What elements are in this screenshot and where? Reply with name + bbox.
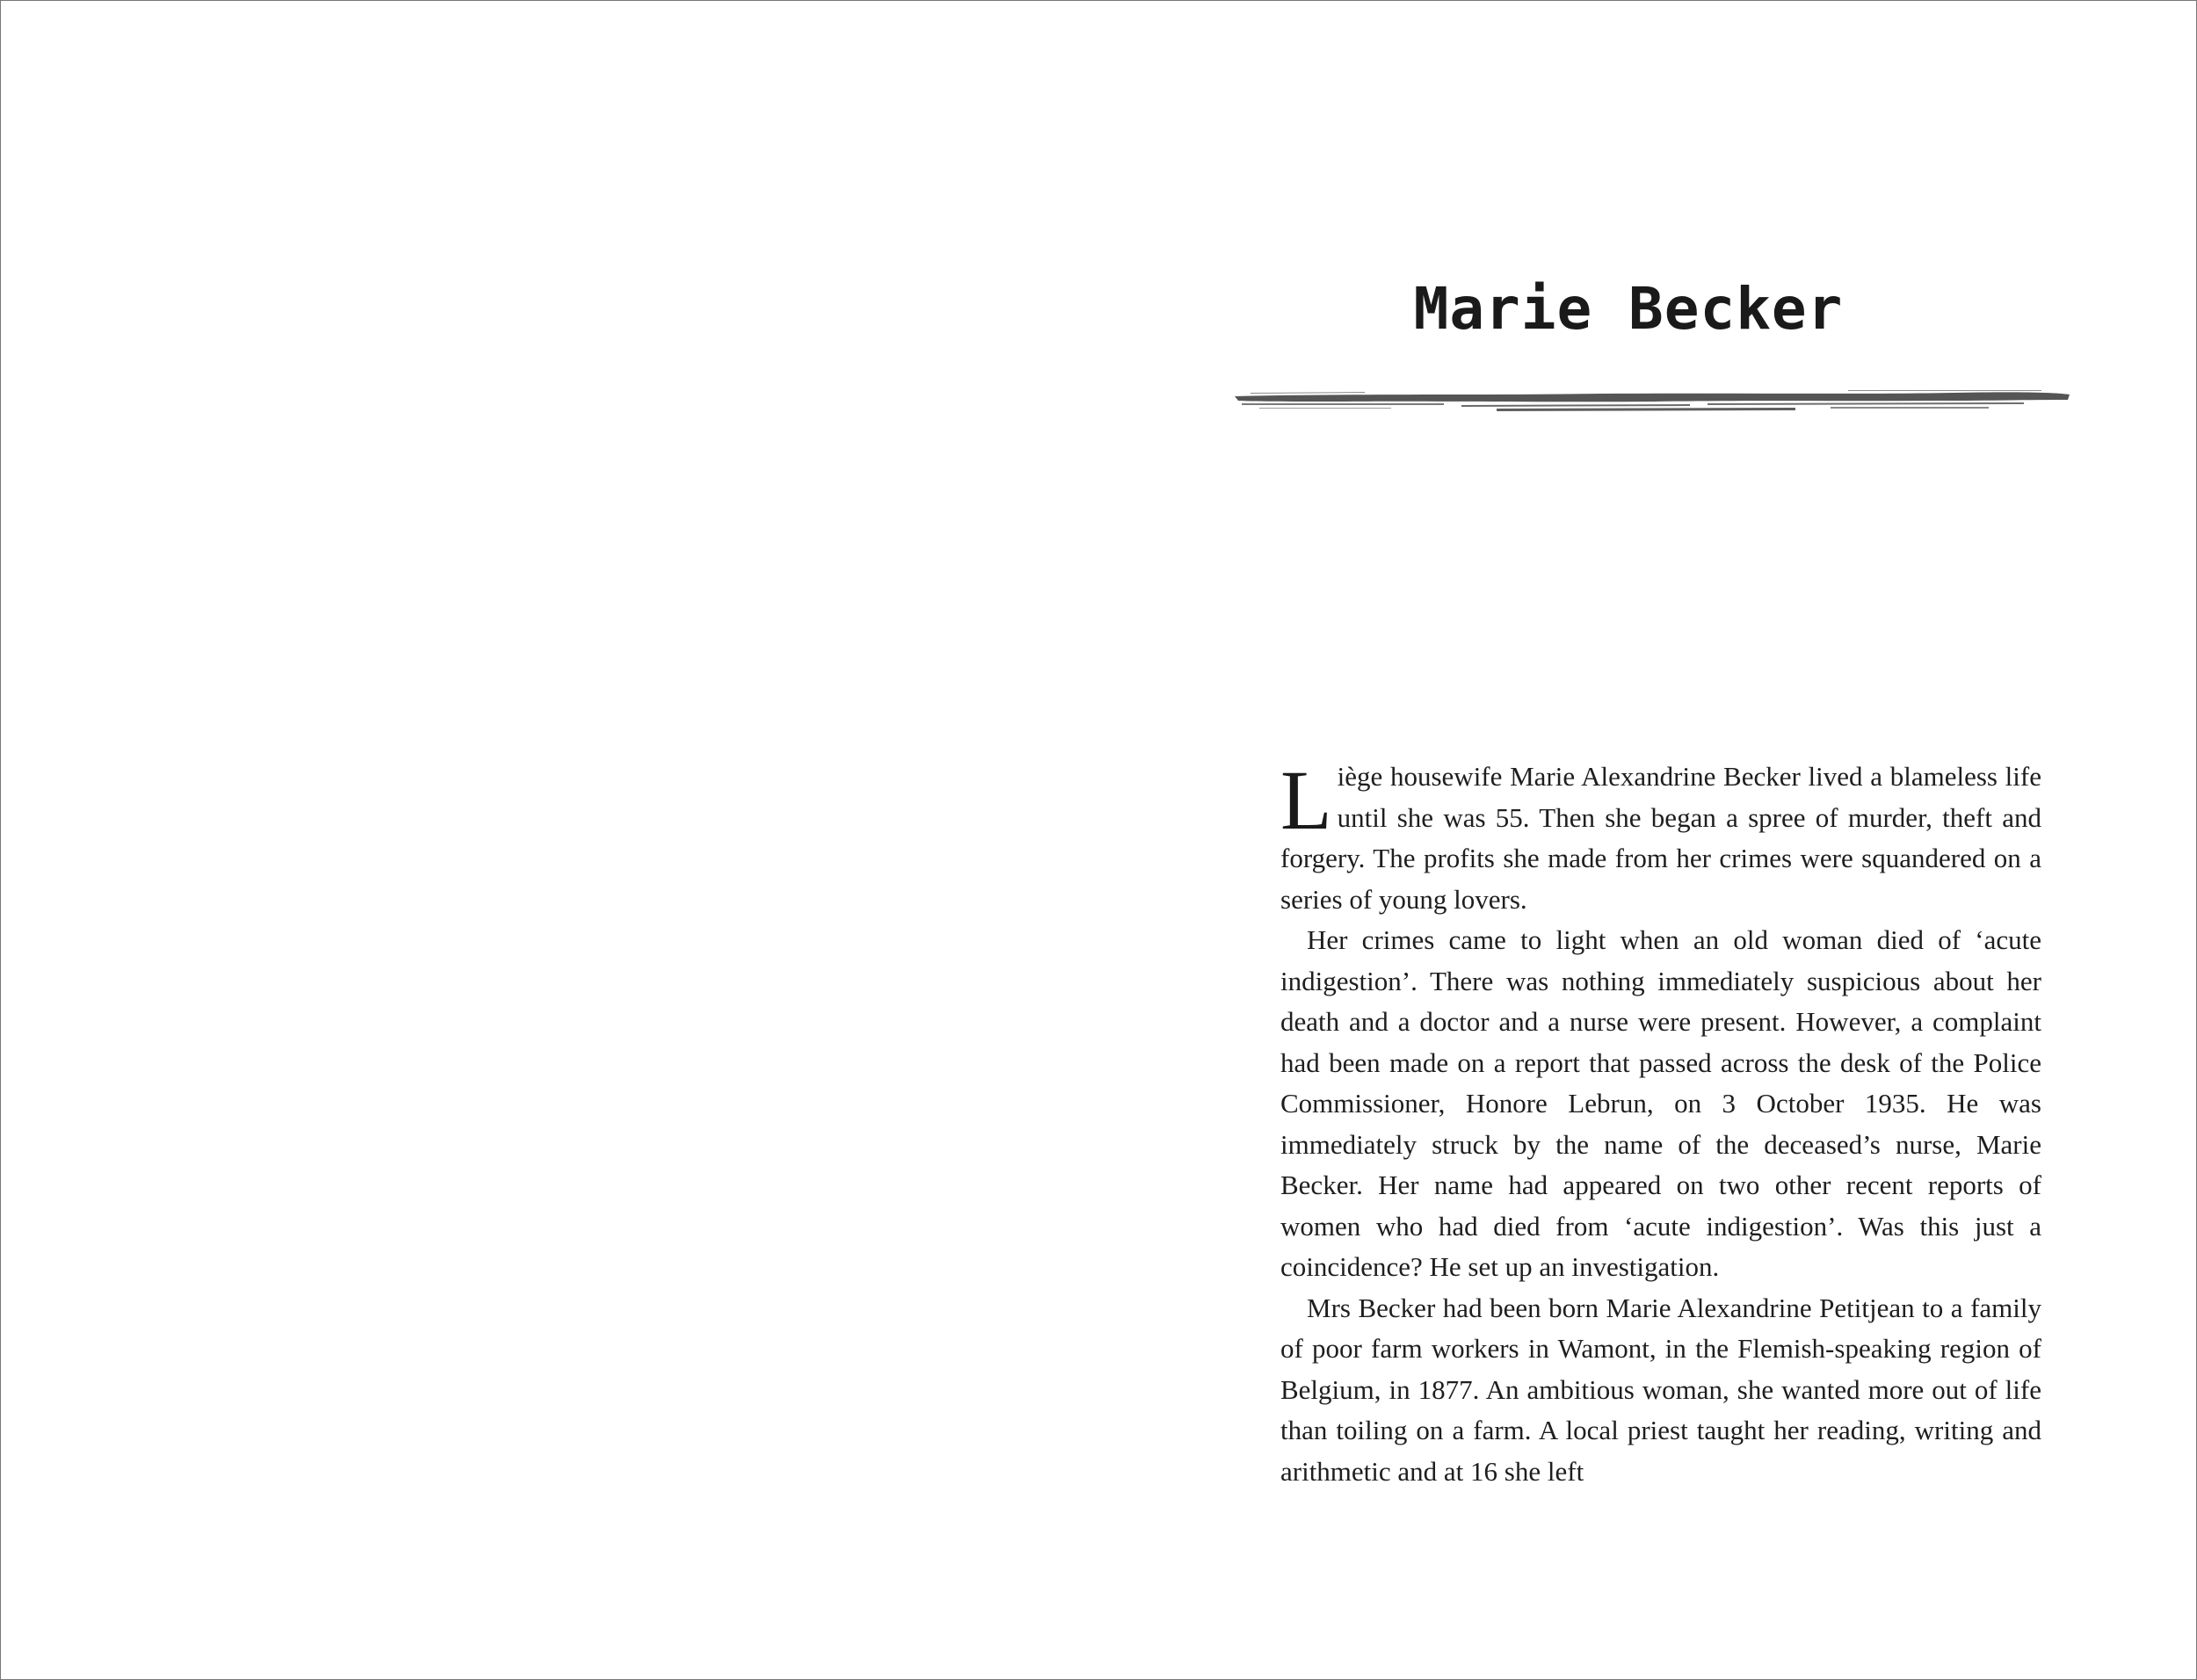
right-page (1099, 1, 2196, 1679)
paragraph-1 (1280, 753, 2041, 920)
left-page-blank (1, 1, 1099, 1679)
paragraph-2: Her crimes came to light when an old woman died of ‘acute indigestion’. There was nothing immediately suspicious about her death and a doctor and a nurse were present. However, a complaint had been made on a report that passed across the desk of the Police Commissioner, Honore Lebrun, on 3 October 1935. He was immediately struck by the name of the deceased’s nurse, Marie Becker. Her name had appeared on two other recent reports of women who had died from ‘acute indigestion’. Was this just a coincidence? He set up an investigation. (1280, 924, 2041, 1282)
paragraph-1-text: iège housewife Marie Alexandrine Becker lived a blameless life until she was 55. Then she began a spree of murder, theft and forgery. The profits she made from her crimes were squandered on a series of young lovers. (1280, 761, 2041, 915)
paragraph-3: Mrs Becker had been born Marie Alexandrine Petitjean to a family of poor farm workers in Wamont, in the Flemish-speaking region of Belgium, in 1877. An ambitious woman, she wanted more out of life than toiling on a farm. A local priest taught her reading, writing and arithmetic and at 16 she left (1280, 1292, 2041, 1487)
chapter-body (1280, 753, 2041, 1492)
drop-cap: L (1280, 753, 1332, 847)
title-brush-rule (1233, 386, 2073, 417)
chapter-title: Marie Becker (1413, 275, 1844, 343)
